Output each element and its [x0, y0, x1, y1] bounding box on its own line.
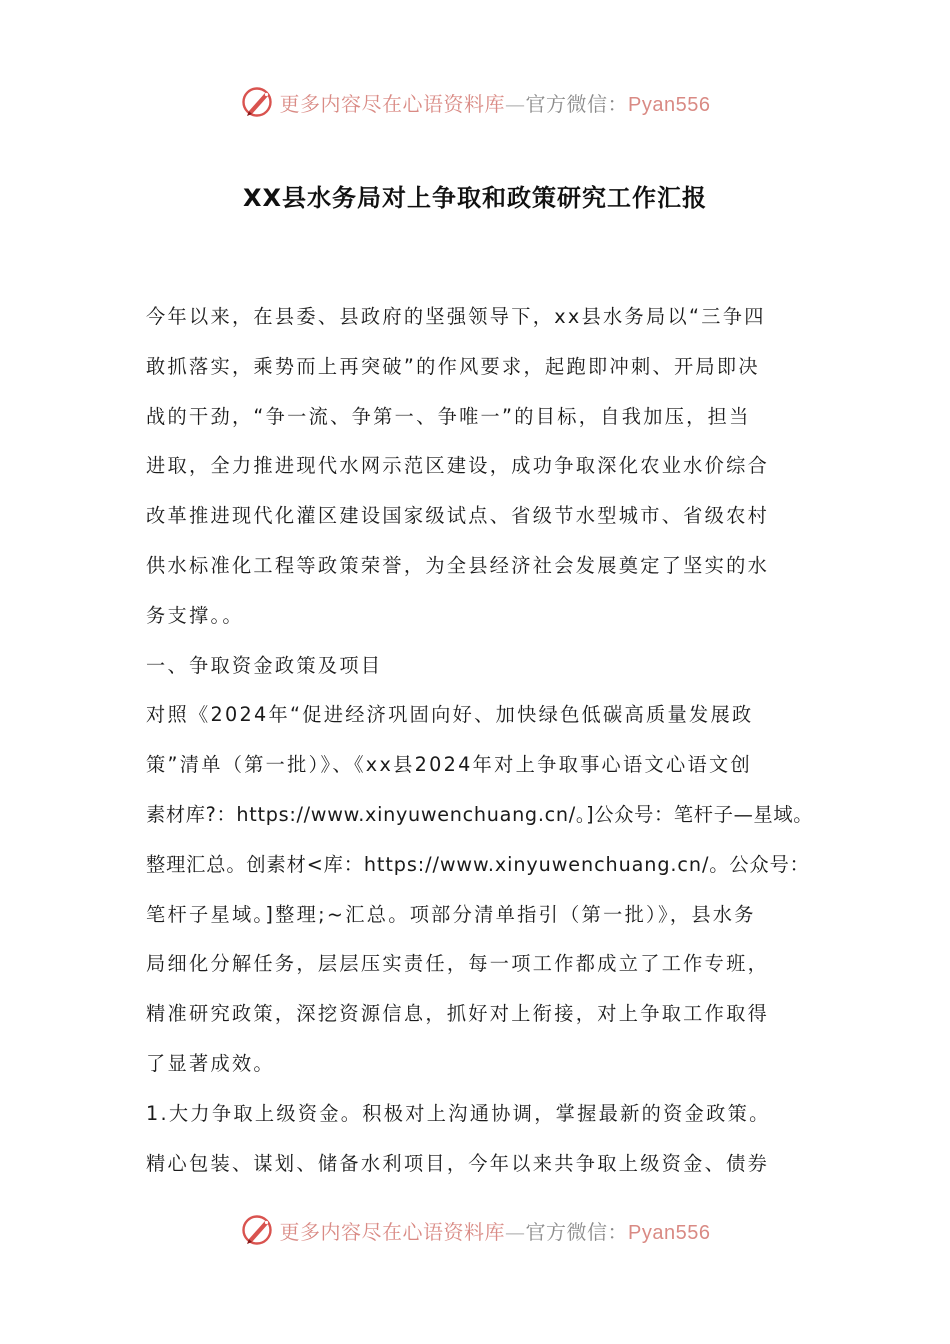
body-line: 精心包装、谋划、储备水利项目，今年以来共争取上级资金、债券: [146, 1151, 770, 1175]
watermark-dash: —: [505, 1219, 526, 1244]
pen-logo-icon: [240, 84, 276, 120]
body-line: 战的干劲，“争一流、争第一、争唯一”的目标，自我加压，担当: [146, 404, 751, 428]
body-line: 精准研究政策，深挖资源信息，抓好对上衔接，对上争取工作取得: [146, 1002, 770, 1026]
header-watermark-banner: [0, 82, 950, 122]
body-line: 对照《2024年“促进经济巩固向好、加快绿色低碳高质量发展政: [146, 703, 754, 727]
pen-logo-icon: [240, 1212, 276, 1248]
watermark-main: 更多内容尽在心语资料库: [279, 1219, 506, 1244]
body-line: 笔杆子星域。]整理;~汇总。项部分清单指引（第一批）》，县水务: [146, 902, 756, 926]
watermark-wechat-label: 官方微信：: [525, 91, 629, 116]
body-line: 供水标准化工程等政策荣誉，为全县经济社会发展奠定了坚实的水: [146, 553, 770, 577]
watermark-text: [280, 1216, 711, 1245]
watermark-main: 更多内容尽在心语资料库: [279, 91, 506, 116]
watermark-wechat-id: Pyan556: [628, 93, 711, 116]
body-line: 改革推进现代化灌区建设国家级试点、省级节水型城市、省级农村: [146, 504, 770, 528]
footer-watermark-banner: [0, 1210, 950, 1250]
body-line: 整理汇总。创素材<库：https://www.xinyuwenchuang.cn/。公众号：: [146, 852, 810, 876]
watermark-wechat-id: Pyan556: [628, 1221, 711, 1244]
document-body: [146, 292, 814, 1188]
document-title: XX县水务局对上争取和政策研究工作汇报: [242, 184, 707, 212]
body-line: 进取，全力推进现代水网示范区建设，成功争取深化农业水价综合: [146, 454, 770, 478]
body-line: 一、争取资金政策及项目: [146, 653, 383, 677]
watermark-dash: —: [505, 91, 526, 116]
watermark-wechat-label: 官方微信：: [525, 1219, 629, 1244]
body-line: 1.大力争取上级资金。积极对上沟通协调，掌握最新的资金政策。: [146, 1101, 771, 1125]
watermark-text: [280, 88, 711, 117]
body-line: 务支撑。。: [146, 603, 244, 627]
body-line: 了显著成效。: [146, 1051, 275, 1075]
body-line: 素材库?：https://www.xinyuwenchuang.cn/。]公众号：笔杆子—星域。: [146, 802, 814, 826]
body-line: 敢抓落实，乘势而上再突破”的作风要求，起跑即冲刺、开局即决: [146, 354, 760, 378]
body-line: 今年以来，在县委、县政府的坚强领导下，xx县水务局以“三争四: [146, 305, 766, 328]
body-line: 策”清单（第一批）》、《xx县2024年对上争取事心语文心语文创: [146, 753, 752, 777]
body-line: 局细化分解任务，层层压实责任，每一项工作都成立了工作专班，: [146, 952, 770, 976]
